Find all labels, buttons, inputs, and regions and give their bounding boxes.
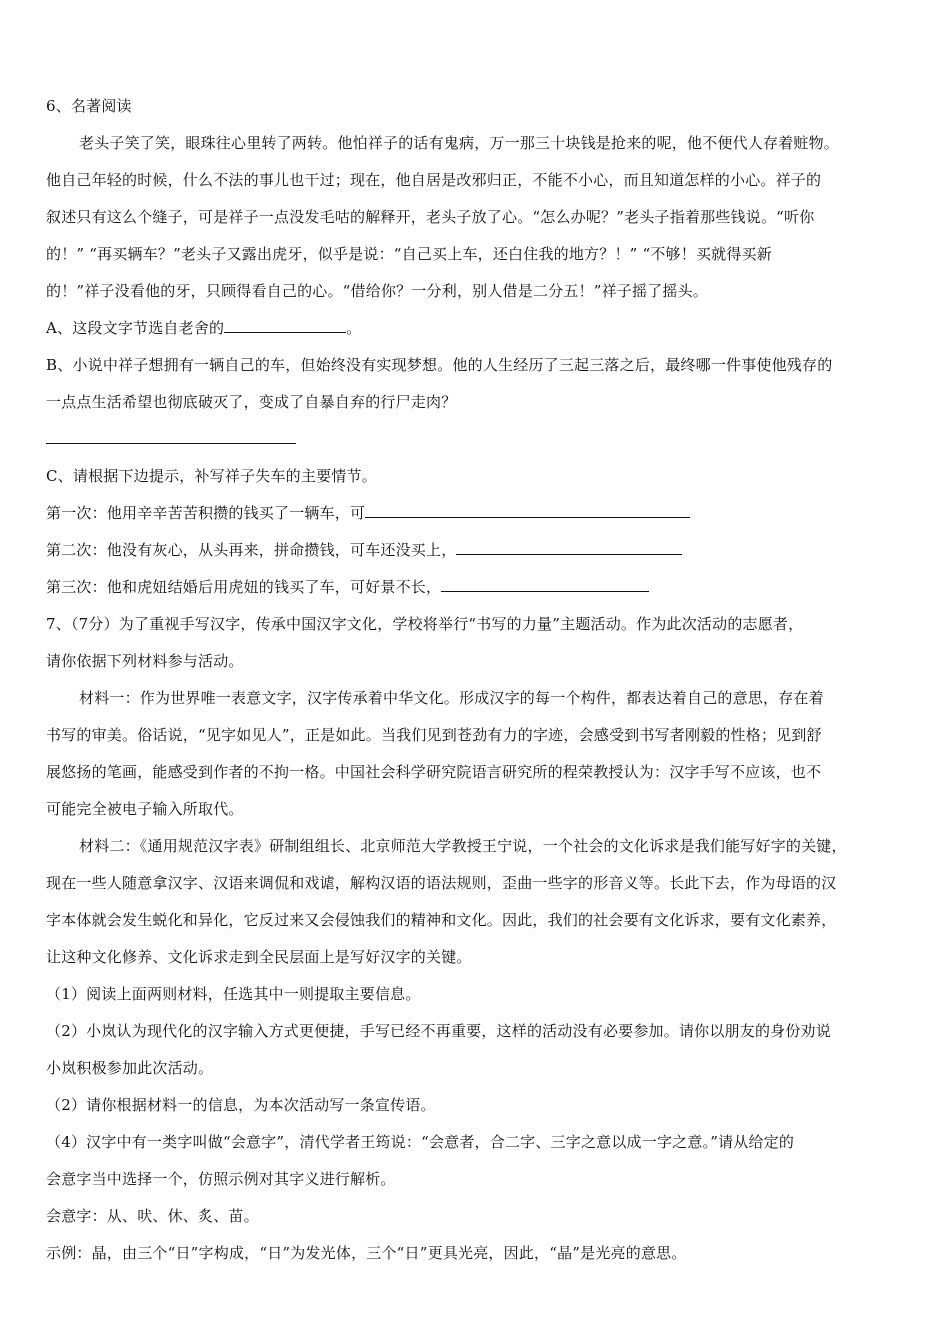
sub-question-4: 会意字当中选择一个，仿照示例对其字义进行解析。 xyxy=(46,1170,396,1188)
question-6c-third xyxy=(46,577,908,598)
material-1-line: 可能完全被电子输入所取代。 xyxy=(46,800,244,818)
question-6b-answer xyxy=(46,429,908,450)
sub-question-2: 小岚积极参加此次活动。 xyxy=(46,1059,214,1077)
passage-line: 老头子笑了笑，眼珠往心里转了两转。他怕祥子的话有鬼病，万一那三十块钱是抢来的呢，他不便代人存着赃物。 xyxy=(79,134,840,152)
question-6a xyxy=(46,318,908,339)
material-2-line: 字本体就会发生蜕化和异化，它反过来又会侵蚀我们的精神和文化。因此，我们的社会要有文化诉求，要有文化素养， xyxy=(46,911,837,929)
question-6c-second xyxy=(46,540,908,561)
material-1-line: 展悠扬的笔画，能感受到作者的不拘一格。中国社会科学研究院语言研究所的程荣教授认为：汉字手写不应该，也不 xyxy=(46,763,822,781)
question-7-intro: 请你依据下列材料参与活动。 xyxy=(46,652,244,670)
question-7-intro: 7、（7分）为了重视手写汉字，传承中国汉字文化，学校将举行“书写的力量”主题活动。作为此次活动的志愿者， xyxy=(46,615,804,633)
sub-question-1: （1）阅读上面两则材料，任选其中一则提取主要信息。 xyxy=(46,985,421,1003)
answer-blank[interactable] xyxy=(365,503,690,518)
question-6-heading: 6、名著阅读 xyxy=(46,97,132,115)
question-6a-end: 。 xyxy=(346,319,362,337)
example-text: 示例：晶，由三个“日”字构成，“日”为发光体，三个“日”更具光亮，因此，“晶”是光亮的意思。 xyxy=(46,1244,687,1262)
material-2-line: 现在一些人随意拿汉字、汉语来调侃和戏谑，解构汉语的语法规则，歪曲一些字的形音义等。长此下去，作为母语的汉 xyxy=(46,874,837,892)
passage-line: 的！”祥子没看他的牙，只顾得看自己的心。“借给你？一分利，别人借是二分五！”祥子摇了摇头。 xyxy=(46,282,709,300)
material-1-line: 材料一：作为世界唯一表意文字，汉字传承着中华文化。形成汉字的每一个构件，都表达着自己的意思，存在着 xyxy=(79,689,824,707)
question-6b-line: B、小说中祥子想拥有一辆自己的车，但始终没有实现梦想。他的人生经历了三起三落之后，最终哪一件事使他残存的 xyxy=(46,356,833,374)
passage-line: 他自己年轻的时候，什么不法的事儿也干过；现在，他自居是改邪归正，不能不小心，而且知道怎样的小心。祥子的 xyxy=(46,171,822,189)
question-6c: C、请根据下边提示，补写祥子失车的主要情节。 xyxy=(46,467,377,485)
second-loss-text: 第二次：他没有灰心，从头再来，拼命攒钱，可车还没买上， xyxy=(46,541,457,559)
material-2-line: 材料二：《通用规范汉字表》研制组组长、北京师范大学教授王宁说，一个社会的文化诉求是我们能写好字的关键， xyxy=(79,837,847,855)
sub-question-2: （2）小岚认为现代化的汉字输入方式更便捷，手写已经不再重要，这样的活动没有必要参加。请你以朋友的身份劝说 xyxy=(46,1022,831,1040)
sub-question-4: （4）汉字中有一类字叫做“会意字”，清代学者王筠说：“会意者，合二字、三字之意以成一字之意。”请从给定的 xyxy=(46,1133,795,1151)
ideogram-list: 会意字：从、吠、休、炙、苗。 xyxy=(46,1207,259,1225)
answer-blank[interactable] xyxy=(456,540,682,555)
answer-blank[interactable] xyxy=(46,429,296,444)
question-6b-line: 一点点生活希望也彻底破灭了，变成了自暴自弃的行尸走肉？ xyxy=(46,393,457,411)
first-loss-text: 第一次：他用辛辛苦苦积攒的钱买了一辆车，可 xyxy=(46,504,366,522)
question-6c-first xyxy=(46,503,908,524)
page-content xyxy=(46,96,908,1280)
third-loss-text: 第三次：他和虎妞结婚后用虎妞的钱买了车，可好景不长， xyxy=(46,578,442,596)
material-1-line: 书写的审美。俗话说，“见字如见人”，正是如此。当我们见到苍劲有力的字迹，会感受到书写者刚毅的性格；见到舒 xyxy=(46,726,822,744)
question-6a-text: A、这段文字节选自老舍的 xyxy=(46,319,225,337)
answer-blank[interactable] xyxy=(224,318,346,333)
material-2-line: 让这种文化修养、文化诉求走到全民层面上是写好汉字的关键。 xyxy=(46,948,472,966)
passage-line: 的！” “再买辆车？”老头子又露出虎牙，似乎是说：“自己买上车，还白住我的地方？！” “不够！买就得买新 xyxy=(46,245,772,263)
answer-blank[interactable] xyxy=(441,577,649,592)
sub-question-3: （2）请你根据材料一的信息，为本次活动写一条宣传语。 xyxy=(46,1096,436,1114)
passage-line: 叙述只有这么个缝子，可是祥子一点没发毛咕的解释开，老头子放了心。“怎么办呢？”老头子指着那些钱说。“听你 xyxy=(46,208,815,226)
